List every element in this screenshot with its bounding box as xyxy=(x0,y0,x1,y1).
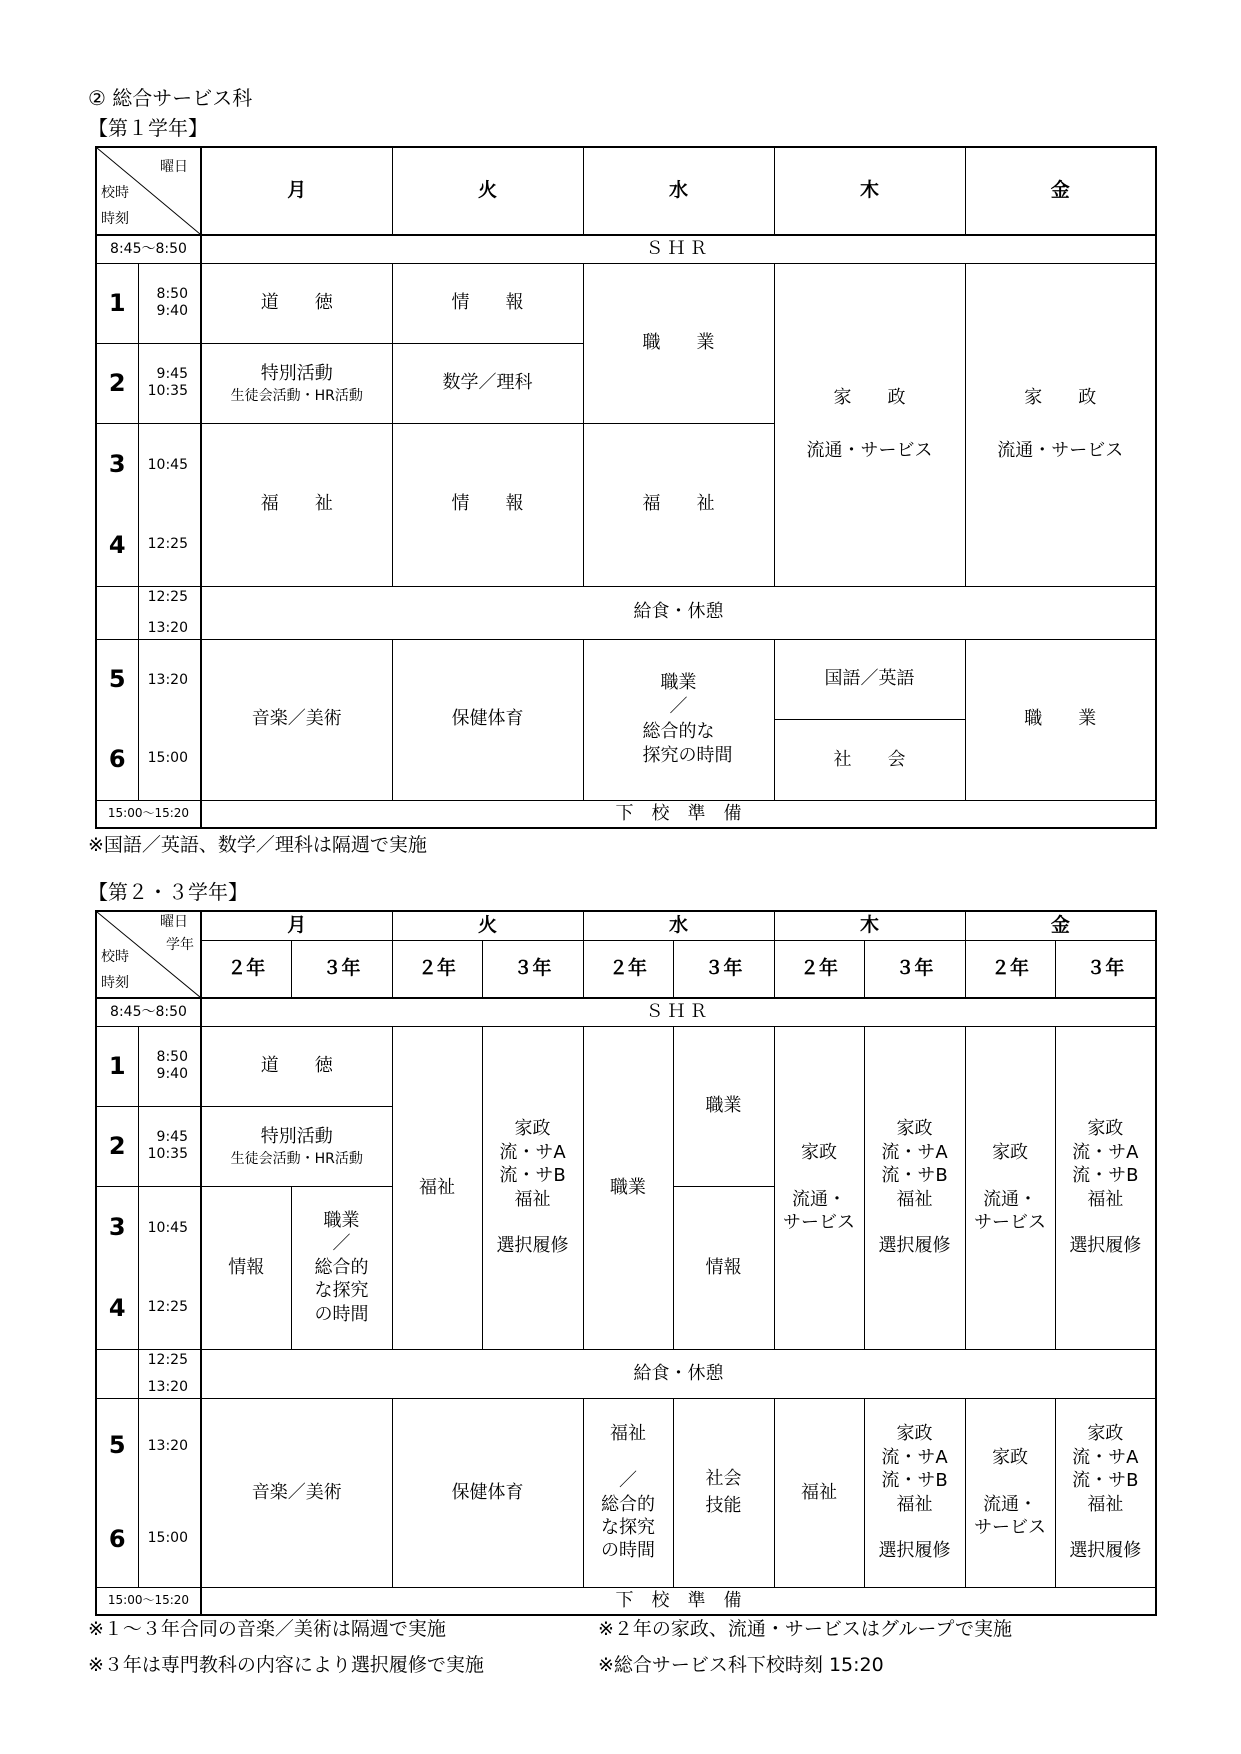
dismiss: 下 校 準 備 xyxy=(201,1587,1156,1615)
p34-time xyxy=(138,1186,201,1349)
y23-p56-fri3: 家政 流・サA 流・サB 福祉 選択履修 xyxy=(1055,1398,1156,1587)
p1-time xyxy=(138,1026,201,1106)
period-6: 6 xyxy=(108,745,126,774)
day-wed: 水 xyxy=(583,147,774,235)
p4-end: 12:25 xyxy=(147,1298,188,1315)
y1-p56-tue: 保健体育 xyxy=(392,639,583,800)
y1-p5-thu: 国語／英語 xyxy=(774,639,965,720)
y23-p1-mon: 道 徳 xyxy=(201,1026,392,1106)
dismiss-time: 15:00〜15:20 xyxy=(96,800,201,828)
p1-end: 9:40 xyxy=(156,1066,188,1083)
y23-p2-mon xyxy=(201,1106,392,1186)
y23-p56-thu2: 福祉 xyxy=(774,1398,864,1587)
y23-p14-tue2: 福祉 xyxy=(392,1026,482,1349)
y23-p34-mon3: 職業 ／ 総合的 な探究 の時間 xyxy=(291,1186,392,1349)
period-34 xyxy=(96,423,138,586)
grade-3: ３年 xyxy=(291,940,392,998)
y23-p2-mon-label: 特別活動 xyxy=(260,1125,333,1147)
grade-3: ３年 xyxy=(1055,940,1156,998)
y23-p56-fri2: 家政 流通・ サービス xyxy=(965,1398,1055,1587)
grade-3: ３年 xyxy=(482,940,583,998)
lunch-end: 13:20 xyxy=(147,1378,188,1395)
p2-start: 9:45 xyxy=(156,366,188,383)
period-56 xyxy=(96,639,138,800)
y1-p1-mon: 道 徳 xyxy=(201,263,392,343)
y1-p34-wed: 福 祉 xyxy=(583,423,774,586)
shr: ＳＨＲ xyxy=(201,235,1156,263)
p6-end: 15:00 xyxy=(147,1530,188,1547)
p56-time xyxy=(138,1398,201,1587)
corner-period: 校時 xyxy=(101,185,129,201)
shr: ＳＨＲ xyxy=(201,998,1156,1026)
y1-p2-mon-label: 特別活動 xyxy=(260,362,333,384)
corner-period: 校時 xyxy=(101,949,129,965)
y1-p2-mon-sub: 生徒会活動・HR活動 xyxy=(230,387,363,404)
p1-time xyxy=(138,263,201,343)
p3-start: 10:45 xyxy=(147,1219,188,1236)
lunch-time xyxy=(138,1349,201,1398)
year23-note-4: ※総合サービス科下校時刻 15:20 xyxy=(598,1654,884,1676)
p6-end: 15:00 xyxy=(147,750,188,767)
day-thu: 木 xyxy=(774,147,965,235)
y1-p14-fri: 家 政 流通・サービス xyxy=(965,263,1156,586)
p1-end: 9:40 xyxy=(156,303,188,319)
period-6: 6 xyxy=(108,1525,126,1554)
corner-time: 時刻 xyxy=(101,211,129,227)
y1-p2-mon xyxy=(201,343,392,423)
corner-day: 曜日 xyxy=(160,159,188,175)
period-4: 4 xyxy=(108,1293,126,1322)
y23-p14-fri2: 家政 流通・ サービス xyxy=(965,1026,1055,1349)
lunch-time xyxy=(138,586,201,639)
lunch: 給食・休憩 xyxy=(201,586,1156,639)
y23-p34-mon2: 情報 xyxy=(201,1186,291,1349)
corner-header xyxy=(96,147,201,235)
y23-p14-fri3: 家政 流・サA 流・サB 福祉 選択履修 xyxy=(1055,1026,1156,1349)
corner-time: 時刻 xyxy=(101,975,129,991)
period-3: 3 xyxy=(108,1212,126,1241)
day-tue: 火 xyxy=(392,147,583,235)
y1-p34-tue: 情 報 xyxy=(392,423,583,586)
y23-p14-thu3: 家政 流・サA 流・サB 福祉 選択履修 xyxy=(864,1026,965,1349)
section-heading: ② 総合サービス科 xyxy=(88,86,253,110)
period-2: 2 xyxy=(96,1106,138,1186)
y23-p14-tue3: 家政 流・サA 流・サB 福祉 選択履修 xyxy=(482,1026,583,1349)
dismiss-time: 15:00〜15:20 xyxy=(96,1587,201,1615)
year1-title: 【第１学年】 xyxy=(88,116,208,140)
lunch-start: 12:25 xyxy=(147,588,188,605)
y1-p56-fri: 職 業 xyxy=(965,639,1156,800)
y23-p56-thu3: 家政 流・サA 流・サB 福祉 選択履修 xyxy=(864,1398,965,1587)
p5-start: 13:20 xyxy=(147,1438,188,1455)
y23-p14-wed2: 職業 xyxy=(583,1026,673,1349)
y1-p6-thu: 社 会 xyxy=(774,720,965,801)
p2-time xyxy=(138,1106,201,1186)
corner-day: 曜日 xyxy=(160,914,188,930)
day-mon: 月 xyxy=(201,147,392,235)
p3-start: 10:45 xyxy=(147,456,188,473)
shr-time: 8:45〜8:50 xyxy=(96,235,201,263)
p2-start: 9:45 xyxy=(156,1129,188,1146)
y1-p12-wed: 職 業 xyxy=(583,263,774,423)
grade-2: ２年 xyxy=(774,940,864,998)
p4-end: 12:25 xyxy=(147,535,188,552)
y1-p2-tue: 数学／理科 xyxy=(392,343,583,423)
y1-p14-thu: 家 政 流通・サービス xyxy=(774,263,965,586)
year23-title: 【第２・３学年】 xyxy=(88,880,248,904)
grade-2: ２年 xyxy=(201,940,291,998)
y1-p1-tue: 情 報 xyxy=(392,263,583,343)
y1-p56-mon: 音楽／美術 xyxy=(201,639,392,800)
y23-p56-wed2: 福祉 ／ 総合的 な探究 の時間 xyxy=(583,1398,673,1587)
lunch-period xyxy=(96,1349,138,1398)
lunch: 給食・休憩 xyxy=(201,1349,1156,1398)
period-4: 4 xyxy=(108,530,126,559)
y1-p34-mon: 福 祉 xyxy=(201,423,392,586)
year23-note-2: ※２年の家政、流通・サービスはグループで実施 xyxy=(598,1618,1012,1640)
y1-p56-wed: 職業 ／ 総合的な 探究の時間 xyxy=(583,639,774,800)
lunch-period xyxy=(96,586,138,639)
year23-note-1: ※１〜３年合同の音楽／美術は隔週で実施 xyxy=(88,1618,446,1640)
day-fri: 金 xyxy=(965,147,1156,235)
lunch-start: 12:25 xyxy=(147,1351,188,1368)
grade-2: ２年 xyxy=(583,940,673,998)
grade-3: ３年 xyxy=(864,940,965,998)
p1-start: 8:50 xyxy=(156,1049,188,1066)
year23-timetable xyxy=(95,910,1157,1616)
p1-start: 8:50 xyxy=(156,286,188,303)
day-tue: 火 xyxy=(392,911,583,940)
period-5: 5 xyxy=(108,1431,126,1460)
day-mon: 月 xyxy=(201,911,392,940)
corner-header xyxy=(96,911,201,998)
year1-timetable xyxy=(95,146,1157,829)
y23-p12-wed3: 職業 xyxy=(673,1026,774,1186)
grade-2: ２年 xyxy=(965,940,1055,998)
y23-p56-wed3: 社会 技能 xyxy=(673,1398,774,1587)
period-1: 1 xyxy=(96,1026,138,1106)
p34-time xyxy=(138,423,201,586)
corner-grade: 学年 xyxy=(166,937,194,953)
grade-3: ３年 xyxy=(673,940,774,998)
year1-note: ※国語／英語、数学／理科は隔週で実施 xyxy=(88,834,427,856)
shr-time: 8:45〜8:50 xyxy=(96,998,201,1026)
day-fri: 金 xyxy=(965,911,1156,940)
period-5: 5 xyxy=(108,665,126,694)
period-3: 3 xyxy=(108,449,126,478)
day-thu: 木 xyxy=(774,911,965,940)
year23-note-3: ※３年は専門教科の内容により選択履修で実施 xyxy=(88,1654,484,1676)
p2-end: 10:35 xyxy=(147,383,188,399)
period-1: 1 xyxy=(96,263,138,343)
y23-p34-wed3: 情報 xyxy=(673,1186,774,1349)
day-wed: 水 xyxy=(583,911,774,940)
p5-start: 13:20 xyxy=(147,672,188,689)
lunch-end: 13:20 xyxy=(147,619,188,636)
period-56 xyxy=(96,1398,138,1587)
dismiss: 下 校 準 備 xyxy=(201,800,1156,828)
period-2: 2 xyxy=(96,343,138,423)
y23-p56-mon: 音楽／美術 xyxy=(201,1398,392,1587)
p2-end: 10:35 xyxy=(147,1146,188,1163)
grade-2: ２年 xyxy=(392,940,482,998)
p2-time xyxy=(138,343,201,423)
y23-p56-tue: 保健体育 xyxy=(392,1398,583,1587)
y23-p14-thu2: 家政 流通・ サービス xyxy=(774,1026,864,1349)
p56-time xyxy=(138,639,201,800)
y23-p2-mon-sub: 生徒会活動・HR活動 xyxy=(230,1151,363,1167)
period-34 xyxy=(96,1186,138,1349)
